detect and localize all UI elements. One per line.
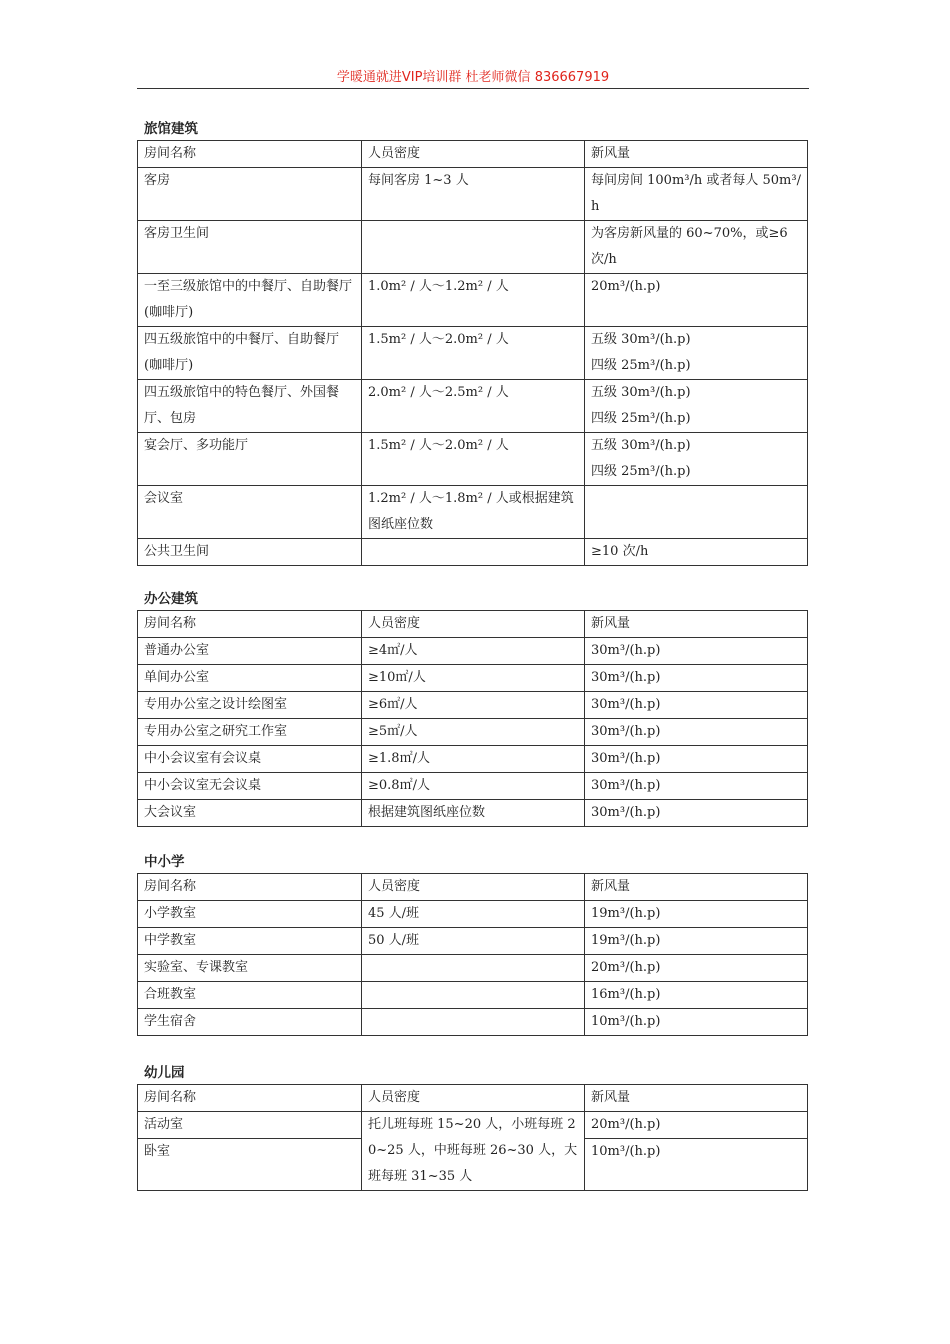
cell-density-shared: 托儿班每班 15~20 人，小班每班 20~25 人，中班每班 26~30 人，大班每班 31~35 人	[362, 1112, 585, 1191]
hotel-section	[137, 118, 807, 566]
header-density: 人员密度	[362, 874, 585, 901]
air-line-1: 五级 30m³/(h.p)	[591, 438, 691, 453]
cell-density: ≥5㎡/人	[362, 719, 585, 746]
header-name: 房间名称	[138, 611, 362, 638]
cell-density	[362, 539, 585, 566]
cell-air: 19m³/(h.p)	[585, 928, 808, 955]
table-row	[138, 928, 808, 955]
table-row	[138, 692, 808, 719]
school-table	[137, 873, 808, 1036]
header-name: 房间名称	[138, 1085, 362, 1112]
cell-air: 30m³/(h.p)	[585, 665, 808, 692]
cell-name: 实验室、专课教室	[138, 955, 362, 982]
table-row	[138, 746, 808, 773]
cell-density: 50 人/班	[362, 928, 585, 955]
air-line-2: 四级 25m³/(h.p)	[591, 358, 691, 373]
cell-name: 四五级旅馆中的中餐厅、自助餐厅(咖啡厅)	[138, 327, 362, 380]
cell-density: ≥0.8㎡/人	[362, 773, 585, 800]
header-air: 新风量	[585, 874, 808, 901]
cell-density: ≥10㎡/人	[362, 665, 585, 692]
cell-name: 客房	[138, 168, 362, 221]
cell-air: ≥10 次/h	[585, 539, 808, 566]
cell-name: 中小会议室无会议桌	[138, 773, 362, 800]
cell-density: ≥1.8㎡/人	[362, 746, 585, 773]
header-name: 房间名称	[138, 141, 362, 168]
cell-air	[585, 327, 808, 380]
air-line-2: 四级 25m³/(h.p)	[591, 464, 691, 479]
cell-name: 专用办公室之设计绘图室	[138, 692, 362, 719]
table-row	[138, 539, 808, 566]
header-rule	[137, 88, 809, 89]
section-title: 幼儿园	[144, 1065, 185, 1081]
cell-name: 一至三级旅馆中的中餐厅、自助餐厅(咖啡厅)	[138, 274, 362, 327]
cell-density: 1.5m² / 人～2.0m² / 人	[362, 433, 585, 486]
table-row	[138, 221, 808, 274]
cell-name: 小学教室	[138, 901, 362, 928]
table-header-row	[138, 1085, 808, 1112]
table-row	[138, 982, 808, 1009]
cell-name: 卧室	[138, 1139, 362, 1191]
section-title: 旅馆建筑	[144, 121, 198, 137]
cell-air: 每间房间 100m³/h 或者每人 50m³/h	[585, 168, 808, 221]
cell-air	[585, 433, 808, 486]
cell-name: 公共卫生间	[138, 539, 362, 566]
header-density: 人员密度	[362, 141, 585, 168]
cell-density: 根据建筑图纸座位数	[362, 800, 585, 827]
cell-name: 单间办公室	[138, 665, 362, 692]
kindergarten-section	[137, 1062, 807, 1191]
cell-name: 客房卫生间	[138, 221, 362, 274]
cell-density	[362, 1009, 585, 1036]
cell-air: 30m³/(h.p)	[585, 692, 808, 719]
cell-air: 20m³/(h.p)	[585, 1112, 808, 1139]
cell-name: 会议室	[138, 486, 362, 539]
cell-air: 10m³/(h.p)	[585, 1009, 808, 1036]
table-row	[138, 168, 808, 221]
cell-air: 16m³/(h.p)	[585, 982, 808, 1009]
air-line-1: 五级 30m³/(h.p)	[591, 332, 691, 347]
cell-air: 30m³/(h.p)	[585, 773, 808, 800]
cell-name: 普通办公室	[138, 638, 362, 665]
header-air: 新风量	[585, 141, 808, 168]
cell-name: 学生宿舍	[138, 1009, 362, 1036]
table-header-row	[138, 141, 808, 168]
cell-air: 30m³/(h.p)	[585, 800, 808, 827]
table-header-row	[138, 611, 808, 638]
cell-name: 合班教室	[138, 982, 362, 1009]
cell-density: 每间客房 1~3 人	[362, 168, 585, 221]
section-title: 办公建筑	[144, 591, 198, 607]
header-density: 人员密度	[362, 1085, 585, 1112]
table-row	[138, 486, 808, 539]
table-row	[138, 433, 808, 486]
header-air: 新风量	[585, 1085, 808, 1112]
cell-density	[362, 221, 585, 274]
cell-air: 19m³/(h.p)	[585, 901, 808, 928]
office-table	[137, 610, 808, 827]
section-title: 中小学	[144, 854, 185, 870]
cell-density: 2.0m² / 人～2.5m² / 人	[362, 380, 585, 433]
table-row	[138, 665, 808, 692]
office-section	[137, 588, 807, 827]
table-row	[138, 1009, 808, 1036]
hotel-table	[137, 140, 808, 566]
cell-name: 中小会议室有会议桌	[138, 746, 362, 773]
air-line-1: 五级 30m³/(h.p)	[591, 385, 691, 400]
cell-air: 30m³/(h.p)	[585, 719, 808, 746]
cell-air: 30m³/(h.p)	[585, 746, 808, 773]
table-row	[138, 800, 808, 827]
cell-air: 20m³/(h.p)	[585, 274, 808, 327]
table-row	[138, 1112, 808, 1139]
air-line-2: 四级 25m³/(h.p)	[591, 411, 691, 426]
cell-air: 为客房新风量的 60~70%，或≥6 次/h	[585, 221, 808, 274]
cell-density: 45 人/班	[362, 901, 585, 928]
cell-name: 大会议室	[138, 800, 362, 827]
cell-density: ≥6㎡/人	[362, 692, 585, 719]
cell-name: 活动室	[138, 1112, 362, 1139]
cell-density	[362, 982, 585, 1009]
school-section	[137, 851, 807, 1036]
table-row	[138, 274, 808, 327]
cell-density	[362, 955, 585, 982]
header-density: 人员密度	[362, 611, 585, 638]
table-row	[138, 773, 808, 800]
table-row	[138, 955, 808, 982]
cell-air: 20m³/(h.p)	[585, 955, 808, 982]
table-row	[138, 327, 808, 380]
header-name: 房间名称	[138, 874, 362, 901]
cell-density: 1.2m² / 人～1.8m² / 人或根据建筑图纸座位数	[362, 486, 585, 539]
page-header: 学暖通就进VIP培训群 杜老师微信 836667919	[336, 70, 610, 85]
table-header-row	[138, 874, 808, 901]
cell-air	[585, 380, 808, 433]
cell-density: 1.5m² / 人～2.0m² / 人	[362, 327, 585, 380]
cell-density: 1.0m² / 人～1.2m² / 人	[362, 274, 585, 327]
cell-name: 中学教室	[138, 928, 362, 955]
cell-name: 四五级旅馆中的特色餐厅、外国餐厅、包房	[138, 380, 362, 433]
table-row	[138, 901, 808, 928]
cell-name: 专用办公室之研究工作室	[138, 719, 362, 746]
table-row	[138, 638, 808, 665]
cell-name: 宴会厅、多功能厅	[138, 433, 362, 486]
cell-density: ≥4㎡/人	[362, 638, 585, 665]
kindergarten-table	[137, 1084, 808, 1191]
table-row	[138, 380, 808, 433]
cell-air: 10m³/(h.p)	[585, 1139, 808, 1191]
header-air: 新风量	[585, 611, 808, 638]
table-row	[138, 719, 808, 746]
cell-air	[585, 486, 808, 539]
cell-air: 30m³/(h.p)	[585, 638, 808, 665]
